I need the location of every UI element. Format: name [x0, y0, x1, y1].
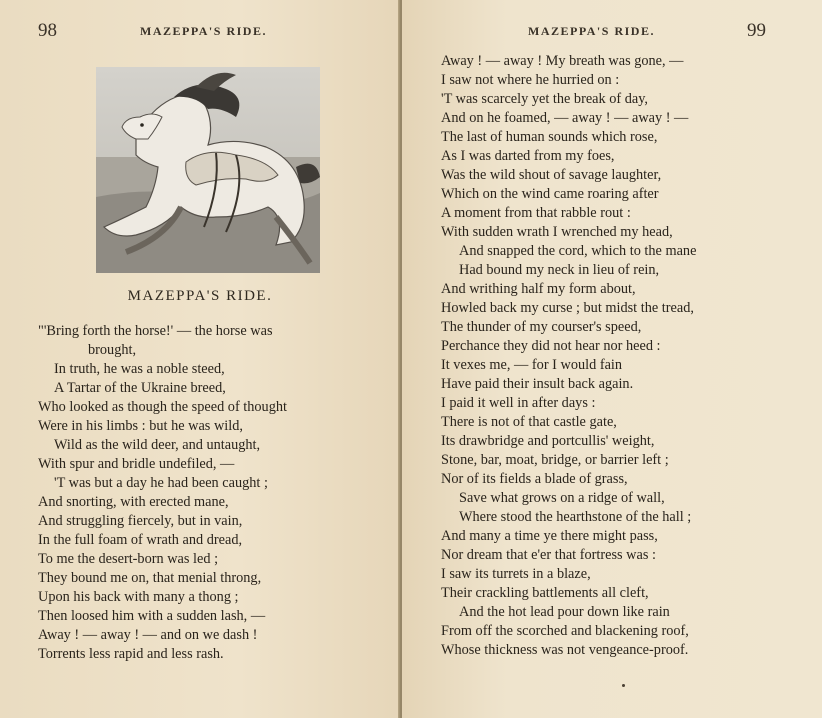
verse-line: With sudden wrath I wrenched my head, [441, 224, 673, 240]
verse-line: It vexes me, — for I would fain [441, 357, 623, 373]
verse-line: "'Bring forth the horse!' — the horse was [38, 323, 273, 339]
verse-line: The thunder of my courser's speed, [441, 319, 642, 335]
verse-line: Away ! — away ! — and on we dash ! [38, 627, 258, 643]
verse-line: A Tartar of the Ukraine breed, [54, 380, 226, 396]
verse-line: I saw its turrets in a blaze, [441, 566, 591, 582]
verse-line: 'T was but a day he had been caught ; [54, 475, 268, 491]
verse-line: In the full foam of wrath and dread, [38, 532, 243, 548]
verse-line: The last of human sounds which rose, [441, 129, 658, 145]
running-head-left: MAZEPPA'S RIDE. [140, 24, 267, 38]
page-number-left: 98 [38, 20, 57, 41]
verse-line: And many a time ye there might pass, [441, 528, 658, 544]
verse-line: Save what grows on a ridge of wall, [459, 490, 665, 506]
verse-line: Upon his back with many a thong ; [38, 589, 239, 605]
verse-line: Then loosed him with a sudden lash, — [38, 608, 266, 624]
verse-line: Nor dream that e'er that fortress was : [441, 547, 656, 563]
verse-line: Wild as the wild deer, and untaught, [54, 437, 261, 453]
verse-line: I saw not where he hurried on : [441, 72, 620, 88]
poem-title: MAZEPPA'S RIDE. [127, 288, 273, 304]
verse-line: There is not of that castle gate, [441, 414, 617, 430]
verse-line: 'T was scarcely yet the break of day, [441, 91, 649, 107]
verse-line: From off the scorched and blackening roof, [441, 623, 689, 639]
verse-line: Which on the wind came roaring after [441, 186, 659, 202]
verse-line: Who looked as though the speed of thought [38, 399, 287, 415]
verse-line: Where stood the hearthstone of the hall ; [459, 509, 692, 525]
verse-line: And snapped the cord, which to the mane [459, 243, 697, 259]
verse-line: And the hot lead pour down like rain [459, 604, 670, 620]
verse-line: In truth, he was a noble steed, [54, 361, 225, 377]
verse-line: Their crackling battlements all cleft, [441, 585, 649, 601]
page-number-right: 99 [747, 20, 766, 41]
verse-line: I paid it well in after days : [441, 395, 596, 411]
verse-line: Nor of its fields a blade of grass, [441, 471, 628, 487]
verse-line: Whose thickness was not vengeance-proof. [441, 642, 689, 658]
verse-line: And struggling fiercely, but in vain, [38, 513, 243, 529]
verse-line: And snorting, with erected mane, [38, 494, 229, 510]
verse-line: brought, [88, 342, 137, 358]
running-head-right: MAZEPPA'S RIDE. [528, 24, 655, 38]
verse-line: With spur and bridle undefiled, — [38, 456, 235, 472]
verse-line: Were in his limbs : but he was wild, [38, 418, 243, 434]
verse-line: Have paid their insult back again. [441, 376, 634, 392]
verse-line: To me the desert-born was led ; [38, 551, 219, 567]
verse-line: Stone, bar, moat, bridge, or barrier left ; [441, 452, 669, 468]
verse-line: And writhing half my form about, [441, 281, 636, 297]
verse-line: Away ! — away ! My breath was gone, — [441, 53, 684, 69]
verse-line: A moment from that rabble rout : [441, 205, 631, 221]
verse-line: As I was darted from my foes, [441, 148, 615, 164]
verse-line: Its drawbridge and portcullis' weight, [441, 433, 655, 449]
verse-line: And on he foamed, — away ! — away ! — [441, 110, 689, 126]
engraving-horse-rider-icon [96, 67, 320, 273]
verse-line: Had bound my neck in lieu of rein, [459, 262, 660, 278]
left-page-verse [38, 322, 388, 664]
right-page-verse [441, 52, 811, 660]
verse-line: Torrents less rapid and less rash. [38, 646, 224, 662]
verse-line: Was the wild shout of savage laughter, [441, 167, 662, 183]
ink-speck [622, 684, 625, 687]
verse-line: Perchance they did not hear nor heed : [441, 338, 661, 354]
verse-line: Howled back my curse ; but midst the tread, [441, 300, 694, 316]
left-page [0, 0, 400, 718]
verse-line: They bound me on, that menial throng, [38, 570, 262, 586]
